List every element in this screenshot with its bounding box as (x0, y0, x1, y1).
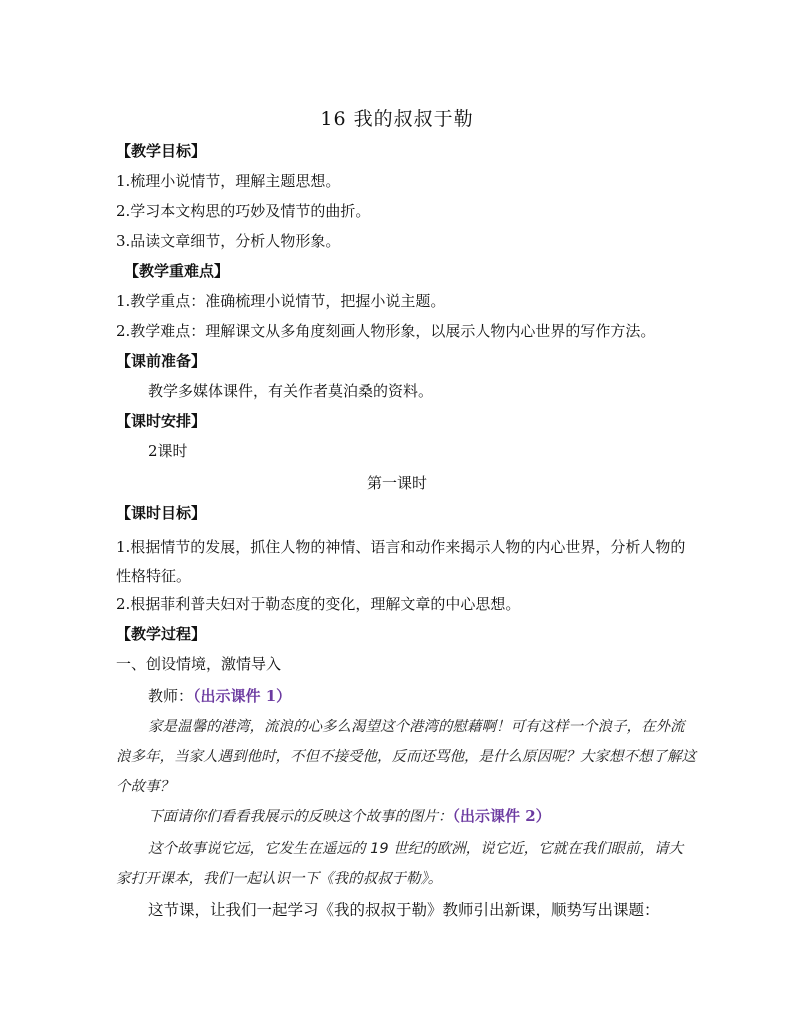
slide-cue-1: （出示课件 1） (193, 687, 292, 705)
teacher-line (148, 686, 291, 706)
lesson-title: 第一课时 (366, 474, 427, 492)
pictures-text: 下面请你们看看我展示的反映这个故事的图片： (148, 809, 453, 825)
schedule-text: 2课时 (148, 442, 188, 460)
prep-text: 教学多媒体课件，有关作者莫泊桑的资料。 (148, 382, 434, 400)
pictures-line (148, 806, 551, 827)
key-point-item-2: 2.教学难点：理解课文从多角度刻画人物形象，以展示人物内心世界的写作方法。 (116, 322, 656, 340)
objectives-header: 【教学目标】 (116, 142, 207, 160)
prep-header: 【课前准备】 (116, 352, 207, 370)
lesson-goal-item-2: 2.根据菲利普夫妇对于勒态度的变化，理解文章的中心思想。 (116, 595, 521, 613)
objective-item-2: 2.学习本文构思的巧妙及情节的曲折。 (116, 202, 371, 220)
story-paragraph: 这个故事说它远，它发生在遥远的 19 世纪的欧洲，说它近，它就在我们眼前，请大家打开课本，我们一起认识一下《我的叔叔于勒》。 (116, 841, 684, 887)
teacher-label: 教师： (148, 687, 194, 705)
slide-cue-2: （出示课件 2） (452, 807, 551, 825)
schedule-header: 【课时安排】 (116, 412, 207, 430)
lesson-goals-header: 【课时目标】 (116, 504, 207, 522)
intro-paragraph: 家是温馨的港湾，流浪的心多么渴望这个港湾的慰藉啊！可有这样一个浪子，在外流浪多年，当家人遇到他时，不但不接受他，反而还骂他，是什么原因呢？大家想不想了解这个故事？ (116, 719, 696, 795)
closing-text: 这节课，让我们一起学习《我的叔叔于勒》教师引出新课，顺势写出课题： (148, 901, 660, 919)
process-header: 【教学过程】 (116, 625, 207, 643)
lesson-goal-item-1: 1.根据情节的发展，抓住人物的神情、语言和动作来揭示人物的内心世界，分析人物的性格特征。 (116, 538, 686, 585)
key-points-header: 【教学重难点】 (124, 262, 230, 280)
document-title: 16 我的叔叔于勒 (320, 108, 474, 130)
step-1-heading: 一、创设情境，激情导入 (116, 655, 282, 673)
objective-item-1: 1.梳理小说情节，理解主题思想。 (116, 172, 341, 190)
objective-item-3: 3.品读文章细节，分析人物形象。 (116, 232, 341, 250)
key-point-item-1: 1.教学重点：准确梳理小说情节，把握小说主题。 (116, 292, 446, 310)
